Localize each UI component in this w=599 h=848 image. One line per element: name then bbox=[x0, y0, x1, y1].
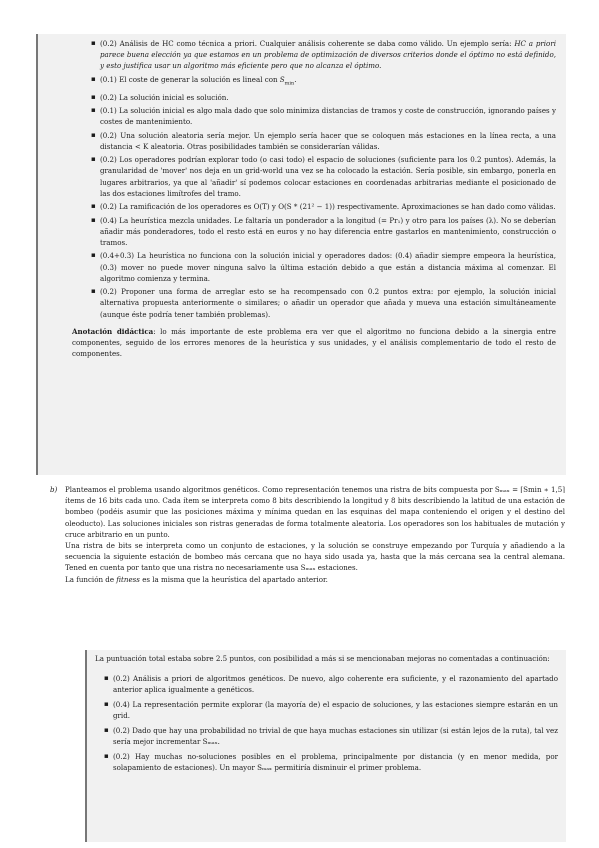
didactic-annotation bbox=[72, 326, 556, 360]
list-item bbox=[100, 286, 556, 320]
section-label: b) bbox=[50, 485, 58, 494]
grading-list-a bbox=[100, 38, 556, 320]
annotation-text: : lo más importante de este problema era ver que el algoritmo no funciona debido a la sinergia entre componentes, seguido de los errores menores de la heurística y sus unidades, y el análisis complementario de todo el resto de componentes. bbox=[72, 326, 556, 359]
item-text-end: . bbox=[294, 74, 297, 84]
annotation-heading: Anotación didáctica bbox=[72, 326, 154, 336]
paragraph bbox=[65, 574, 565, 585]
list-item bbox=[100, 130, 556, 152]
list-item: ▪ (0.2) Dado que hay una probabilidad no trivial de que haya muchas estaciones sin utilizar (si están lejos de la ruta), tal vez sería mejor incrementar Sₘₐₓ. bbox=[113, 725, 558, 747]
list-item bbox=[100, 74, 556, 90]
list-item bbox=[100, 250, 556, 284]
list-item: ▪ (0.2) Hay muchas no-soluciones posibles en el problema, principalmente por distancia (y en menor medida, por solapamiento de estaciones). Un mayor Sₘₐₓ permitiría disminuir el primer problema. bbox=[113, 751, 558, 773]
item-math: S bbox=[279, 74, 285, 84]
list-item: ▪ (0.2) Análisis a priori de algoritmos genéticos. De nuevo, algo coherente era suficiente, y el razonamiento del apartado anterior aplica igualmente a genéticos. bbox=[113, 673, 558, 695]
paragraph-italic: fitness bbox=[116, 574, 140, 584]
grading-list-b bbox=[95, 673, 558, 773]
item-text: (0.2) Proponer una forma de arreglar esto se ha recompensado con 0.2 puntos extra: por ejemplo, la solución inicial alternativa propuesta anteriormente o similares; o añadir un operador que añada y mueva una estación simultáneamente (aunque éste podría tener también problemas). bbox=[100, 287, 556, 319]
paragraph: Una ristra de bits se interpreta como un conjunto de estaciones, y la solución se construye empezando por Turquía y añadiendo a la secuencia la siguiente estación de bombeo más cercana que no haya sido usada ya, hasta que la más cercana sea la central alemana. Tened en cuenta por tanto que una ristra no necesariamente usa Sₘₐₓ estaciones. bbox=[65, 541, 565, 573]
section-b bbox=[50, 484, 565, 585]
item-text: (0.1) El coste de generar la solución es lineal con bbox=[100, 74, 280, 84]
grading-notes-block-b bbox=[85, 650, 566, 842]
list-item bbox=[100, 154, 556, 199]
list-item: ▪ (0.4) La representación permite explorar (la mayoría de) el espacio de soluciones, y las estaciones siempre estarán en un grid. bbox=[113, 699, 558, 721]
paragraph-text: La función de bbox=[65, 574, 117, 584]
item-text: (0.1) La solución inicial es algo mala dado que solo minimiza distancias de tramos y coste de construcción, ignorando países y costes de mantenimiento. bbox=[100, 105, 556, 127]
paragraph-text-end: es la misma que la heurística del apartado anterior. bbox=[139, 574, 328, 584]
item-text: (0.2) Análisis de HC como técnica a priori. Cualquier análisis coherente se daba como válido. Un ejemplo sería: bbox=[100, 39, 515, 48]
grading-intro: La puntuación total estaba sobre 2.5 puntos, con posibilidad a más si se mencionaban mejoras no comentadas a continuación: bbox=[95, 654, 550, 663]
item-text: (0.2) La ramificación de los operadores es O(T) y O(S * (21² − 1)) respectivamente. Aproximaciones se han dado como válidas. bbox=[100, 202, 556, 212]
item-text: (0.2) Una solución aleatoria sería mejor. Un ejemplo sería hacer que se coloquen más estaciones en la línea recta, a una distancia < K aleatoria. Otras posibilidades también se considerarían válidas. bbox=[100, 130, 556, 151]
list-item bbox=[100, 105, 556, 127]
item-text: (0.4+0.3) La heurística no funciona con la solución inicial y operadores dados: (0.4) añadir siempre empeora la heurística, (0.3) mover no puede mover ninguna salvo la última estación debido a que están a distancia máxima al comenzar. El algoritmo comienza y termina. bbox=[100, 251, 556, 283]
paragraph: Planteamos el problema usando algoritmos genéticos. Como representación tenemos una ristra de bits compuesta por Sₘₐₓ = ⌈Smin ∗ 1,5⌉ ítems de 16 bits cada uno. Cada ítem se interpreta como 8 bits describiendo la longitud y 8 bits describiendo la latitud de una estación de bombeo (podéis asumir que las posiciones máxima y mínima quedan en las esquinas del mapa conteniendo el origen y el destino del oleoducto). Las soluciones iniciales son ristras generadas de forma totalmente aleatoria. Los operadores son los habituales de mutación y cruce arbitrario en un punto. bbox=[65, 485, 565, 539]
item-math-subscript: min bbox=[284, 80, 295, 87]
item-text: (0.2) Los operadores podrían explorar todo (o casi todo) el espacio de soluciones (suficiente para los 0.2 puntos). Además, la granularidad de 'mover' nos deja en un grid-world una vez se ha colocado la estación. Sería posible, sin embargo, ponerla en lugares arbitrarios, ya que al 'añadir' sí podemos colocar estaciones en coordenadas arbitrarias mediante el posicionado de las dos estaciones limítrofes del tramo. bbox=[100, 155, 556, 198]
list-item bbox=[100, 38, 556, 72]
grading-notes-block-a bbox=[36, 34, 566, 475]
list-item bbox=[100, 201, 556, 212]
item-example-italic: HC a priori parece buena elección ya que estamos en un problema de optimización de diversos criterios donde el óptimo no está definido, y esto justifica usar un algoritmo más eficiente pero que no alcanza el óptimo. bbox=[100, 39, 556, 71]
list-item bbox=[100, 215, 556, 249]
item-text: (0.4) La heurística mezcla unidades. Le faltaría un ponderador a la longitud (= Pr₁) y otro para los países (λ). No se deberían añadir más ponderadores, todo el resto está en euros y no hay diferencia entre gastarlos en mantenimiento, construcción o tramos. bbox=[100, 215, 556, 247]
item-text: (0.2) La solución inicial es solución. bbox=[100, 92, 229, 102]
list-item bbox=[100, 92, 556, 103]
